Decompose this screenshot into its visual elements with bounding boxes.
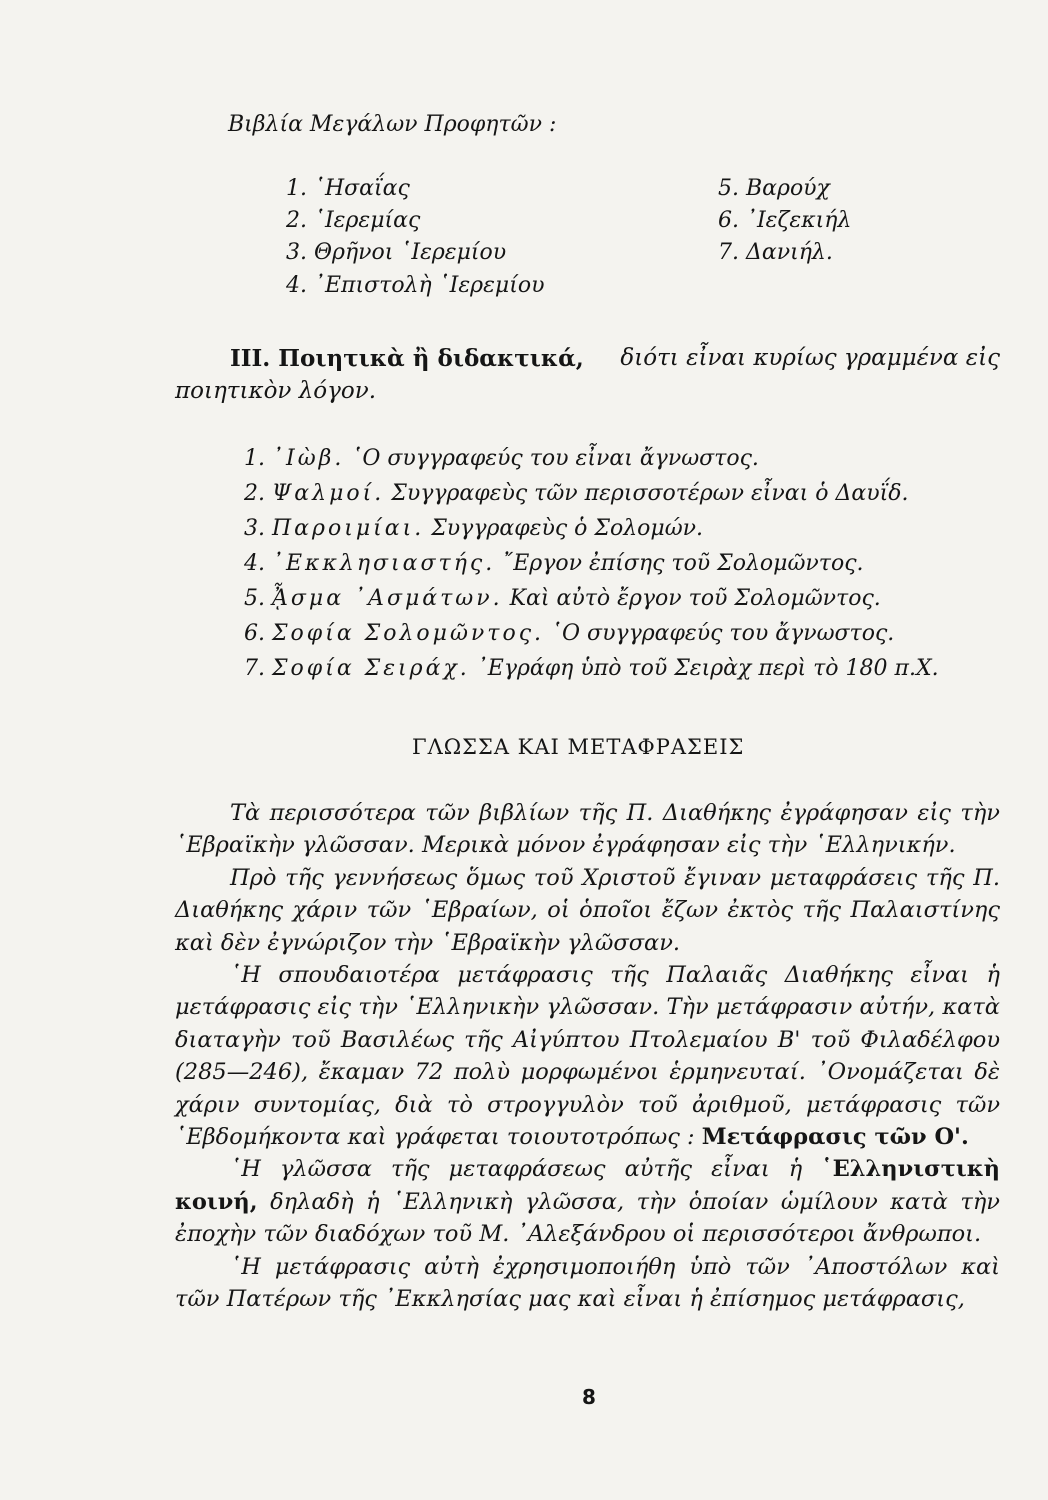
emphasis-text: Μετάφρασις τῶν Ο'. [701, 1124, 969, 1151]
poetic-book-item [244, 656, 939, 681]
book-name: ᾿Ιὼβ. [272, 446, 345, 471]
item-number: 6. [244, 621, 265, 646]
book-desc: ῾Ο συγγραφεύς του εἶναι ἄγνωστος. [351, 446, 759, 471]
paragraph-text: ῾Η γλῶσσα τῆς μεταφράσεως αὐτῆς εἶναι ἡ [230, 1156, 803, 1183]
book-name: ᾎσμα ᾿Ασμάτων. [272, 586, 503, 611]
book-name: Παροιμίαι. [272, 516, 425, 541]
prophet-item: 1. ῾Ησαΐας [286, 176, 410, 201]
poetic-book-item [244, 586, 881, 611]
section-title: ΓΛΩΣΣΑ ΚΑΙ ΜΕΤΑΦΡΑΣΕΙΣ [412, 735, 745, 759]
poetic-book-item [244, 446, 759, 471]
poetic-book-item [244, 551, 864, 576]
item-number: 4. [244, 551, 265, 576]
book-desc: ᾿Εγράφη ὑπὸ τοῦ Σειρὰχ περὶ τὸ 180 π.Χ. [476, 656, 939, 681]
book-desc: Συγγραφεὺς ὁ Σολομών. [431, 516, 703, 541]
body-text [175, 797, 1000, 1316]
prophet-item: 5. Βαρούχ [718, 176, 830, 201]
book-desc: ῎Εργον ἐπίσης τοῦ Σολομῶντος. [502, 551, 864, 576]
section3-label: III. Ποιητικὰ ἢ διδακτικά, [230, 345, 584, 372]
poetic-book-item [244, 481, 908, 506]
item-number: 5. [244, 586, 265, 611]
section3-line [230, 345, 1000, 372]
item-number: 1. [244, 446, 265, 471]
item-number: 3. [244, 516, 265, 541]
section3-text-cont: ποιητικὸν λόγον. [175, 378, 377, 404]
prophet-item: 6. ᾿Ιεζεκιήλ [718, 208, 852, 233]
poetic-book-item [244, 516, 703, 541]
section3-text: διότι εἶναι κυρίως γραμμένα εἰς [620, 345, 1000, 371]
book-desc: ῾Ο συγγραφεύς του ἄγνωστος. [551, 621, 895, 646]
poetic-book-item [244, 621, 894, 646]
book-desc: Συγγραφεὺς τῶν περισσοτέρων εἶναι ὁ Δαυΐδ. [391, 481, 909, 506]
book-name: Σοφία Σολομῶντος. [272, 621, 545, 646]
book-desc: Καὶ αὐτὸ ἔργον τοῦ Σολομῶντος. [509, 586, 881, 611]
major-prophets-heading: Βιβλία Μεγάλων Προφητῶν : [228, 112, 557, 137]
paragraph: Τὰ περισσότερα τῶν βιβλίων τῆς Π. Διαθήκης ἐγράφησαν εἰς τὴν ῾Εβραϊκὴν γλῶσσαν. Μερικὰ μόνον ἐγράφησαν εἰς τὴν ῾Ελληνικήν. [175, 800, 1000, 859]
emphasis-text: ῾Ελληνιστικὴ κοινή, [175, 1156, 1000, 1215]
prophet-item: 2. ῾Ιερεμίας [286, 208, 421, 233]
page-number: 8 [582, 1385, 596, 1409]
book-name: ᾿Εκκλησιαστής. [272, 551, 496, 576]
paragraph-text: ῾Η σπουδαιοτέρα μετάφρασις τῆς Παλαιᾶς Διαθήκης εἶναι ἡ μετάφρασις εἰς τὴν ῾Ελληνικὴν γλῶσσαν. Τὴν μετάφρασιν αὐτήν, κατὰ διαταγὴν τοῦ Βασιλέως τῆς Αἰγύπτου Πτολεμαίου Β' τοῦ Φιλαδέλφου (285—246), ἔκαμαν 72 πολὺ μορφωμένοι ἑρμηνευταί. ᾿Ονομάζεται δὲ χάριν συντομίας, διὰ τὸ στρογγυλὸν τοῦ ἀριθμοῦ, μετάφρασις τῶν ῾Εβδομήκοντα καὶ γράφεται τοιουτοτρόπως : [175, 962, 1000, 1151]
paragraph: ῾Η μετάφρασις αὐτὴ ἐχρησιμοποιήθη ὑπὸ τῶν ᾿Αποστόλων καὶ τῶν Πατέρων τῆς ᾿Εκκλησίας μας καὶ εἶναι ἡ ἐπίσημος μετάφρασις, [175, 1253, 1000, 1313]
prophet-item: 7. Δανιήλ. [718, 240, 833, 265]
book-name: Ψαλμοί. [272, 481, 385, 506]
item-number: 7. [244, 656, 265, 681]
prophet-item: 4. ᾿Επιστολὴ ῾Ιερεμίου [286, 273, 545, 298]
paragraph-text: δηλαδὴ ἡ ῾Ελληνικὴ γλῶσσα, τὴν ὁποίαν ὡμίλουν κατὰ τὴν ἐποχὴν τῶν διαδόχων τοῦ Μ. ᾿Αλεξάνδρου οἱ περισσότεροι ἄνθρωποι. [175, 1188, 1000, 1248]
prophet-item: 3. Θρῆνοι ῾Ιερεμίου [286, 240, 507, 265]
paragraph: Πρὸ τῆς γεννήσεως ὅμως τοῦ Χριστοῦ ἔγιναν μεταφράσεις τῆς Π. Διαθήκης χάριν τῶν ῾Εβραίων, οἱ ὁποῖοι ἔζων ἐκτὸς τῆς Παλαιστίνης καὶ δὲν ἐγνώριζον τὴν ῾Εβραϊκὴν γλῶσσαν. [175, 864, 1000, 956]
item-number: 2. [244, 481, 265, 506]
book-name: Σοφία Σειράχ. [272, 656, 470, 681]
paragraph [175, 959, 1000, 1153]
paragraph [175, 1153, 1000, 1250]
